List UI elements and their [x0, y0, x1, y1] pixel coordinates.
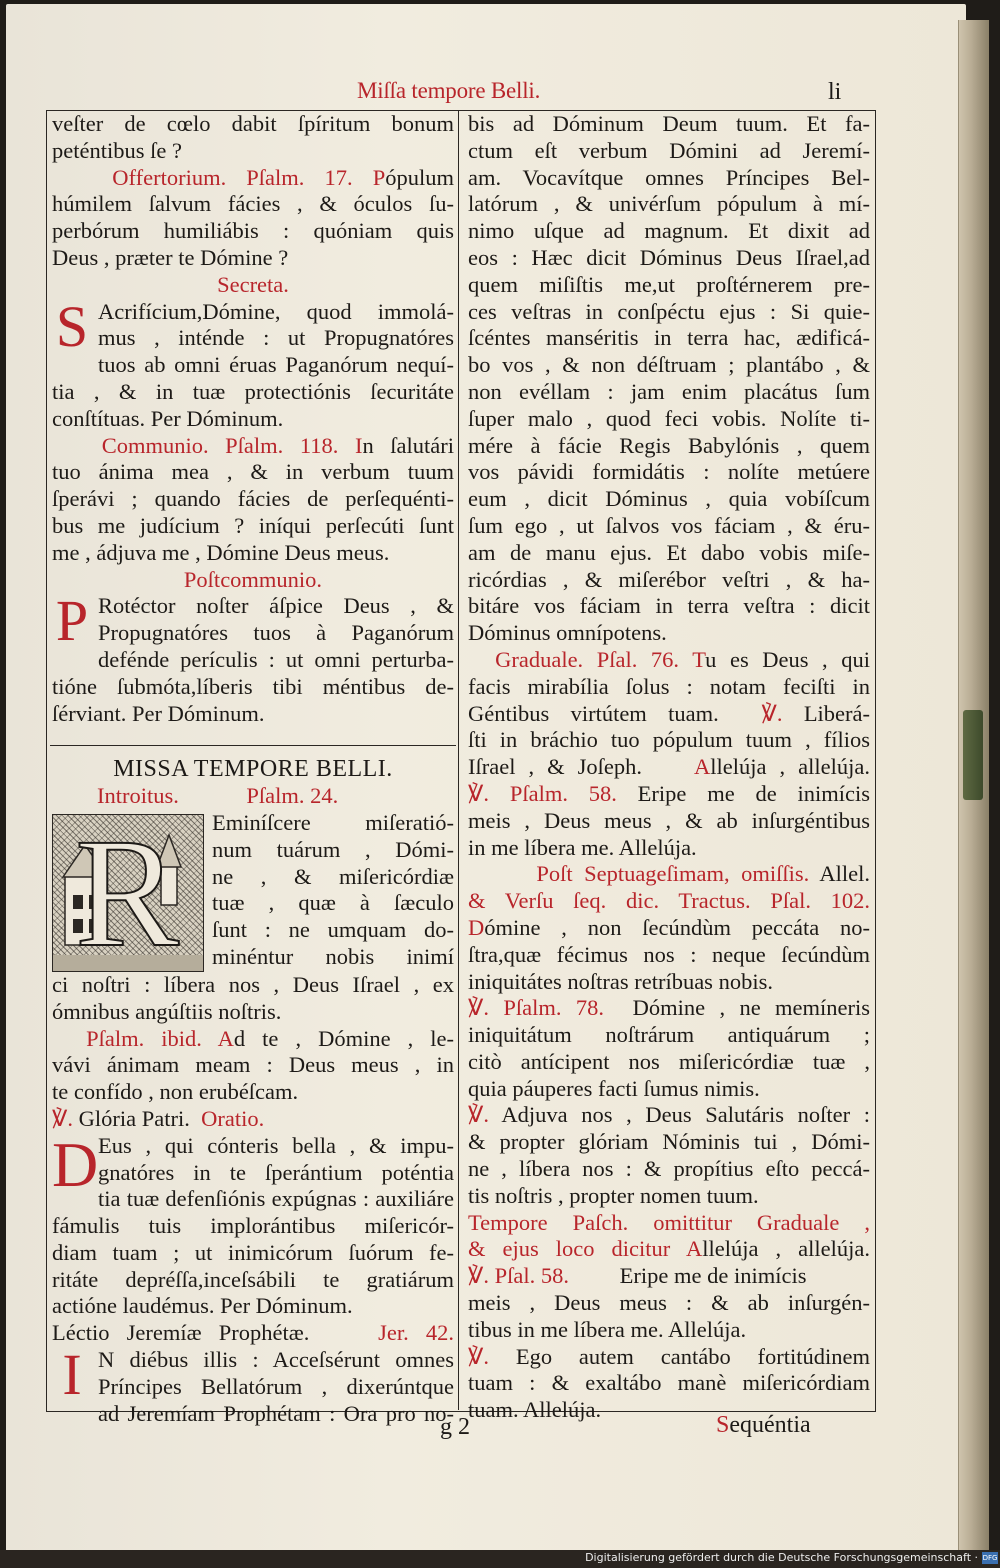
text-line: Acrifícium,Dómine, quod immolá- [98, 298, 454, 324]
text-line [52, 1106, 454, 1133]
versicle-icon: ℣. [468, 1263, 490, 1289]
drop-cap: D [52, 1128, 99, 1200]
postcommunio-paragraph [52, 588, 454, 727]
versicle-icon: ℣. [468, 1102, 490, 1128]
text-fragment: u es Deus , qui [705, 646, 870, 672]
text-line: peténtibus ſe ? [52, 137, 182, 163]
text-line: gnatóres in te ſperántium poténtia [98, 1159, 454, 1185]
initial-letter: I [354, 432, 363, 458]
text-line [468, 1263, 870, 1290]
text-line: tuo ánima mea , & in verbum tuum [52, 459, 454, 485]
page-edge [958, 20, 989, 1550]
rubric-secreta: Secreta. [217, 271, 289, 297]
versicle-icon: ℣. [52, 1105, 74, 1131]
text-line: Eminíſcere miſeratió- [212, 809, 454, 835]
running-title: Miſſa tempore Belli. [357, 78, 541, 103]
text-line [468, 754, 870, 781]
text-fragment: llelúja , allelúja. [702, 1236, 870, 1262]
text-line [468, 1344, 870, 1371]
text-line: diam tuam ; ut inimicórum ſuórum fe- [52, 1239, 454, 1265]
initial-letter: A [217, 1025, 234, 1051]
text-line: tuos ab omni éruas Paganórum nequí- [98, 352, 454, 378]
text-line: ſperávi ; quando fácies de perſequénti- [52, 486, 454, 512]
text-line: ſcéntes manséritis in terra hac, ædificá- [468, 325, 870, 351]
text-line: bus me judícium ? iníqui perſecúti ſunt [52, 512, 454, 538]
text-line: eos : Hæc dicit Dóminus Deus Iſrael,ad [468, 244, 870, 270]
rubric-offertorium: Offertorium. Pſalm. 17. [112, 164, 353, 190]
text-line: ad Jeremíam Prophétam : Ora pro no- [98, 1400, 454, 1426]
right-column [468, 111, 870, 1424]
rubric-ejus-loco: & ejus loco dicitur [468, 1236, 671, 1262]
text-line: ſuper malo , quod feci vobis. Nolíte ti- [468, 405, 870, 431]
text-line: meis , Deus meus : & ab inſurgén- [468, 1290, 870, 1316]
text-fragment: n ſalutári [362, 432, 455, 458]
catchword [716, 1412, 811, 1439]
initial-letter: P [372, 164, 386, 190]
text-line: N diébus illis : Acceſsérunt omnes [98, 1347, 454, 1373]
text-line: ci noſtri : líbera nos , Deus Iſrael , ex [52, 971, 454, 997]
text-line: quia páuperes facti ſumus nimis. [468, 1075, 760, 1101]
introitus-paragraph [52, 805, 454, 1026]
text-line [52, 433, 454, 460]
versicle-icon: ℣. [468, 1343, 490, 1369]
text-fragment: ómine , non ſecúndùm peccáta no- [484, 914, 870, 940]
text-fragment: Ego autem cantábo fortitúdinem [515, 1343, 870, 1369]
woodcut-letter: R [75, 805, 180, 979]
text-line: tuam : & exaltábo manè miſericórdiam [468, 1370, 870, 1396]
text-line [468, 1236, 870, 1263]
text-line: citò antícipent nos miſericórdiæ tuæ , [468, 1048, 870, 1074]
text-line: quem miſiſtis me,ut proſtérnerem pre- [468, 271, 870, 297]
text-line: num tuárum , Dómi- [212, 836, 454, 862]
folio-number: li [828, 79, 842, 105]
text-line: fámulis tuis implorántibus miſericór- [52, 1213, 454, 1239]
versicle-icon: ℣. [761, 700, 783, 726]
text-line: Eus , qui cónteris bella , & impu- [98, 1132, 454, 1158]
text-line: ricórdias , & miſerébor veſtri , & ha- [468, 566, 870, 592]
text-line: ne , & miſericórdiæ [212, 863, 454, 889]
text-line: meis , Deus meus , & ab inſurgéntibus [468, 807, 870, 833]
missa-title: MISSA TEMPORE BELLI. [113, 756, 393, 783]
text-line: actióne laudémus. Per Dóminum. [52, 1293, 353, 1319]
text-fragment: Adjuva nos , Deus Salutáris noſter : [501, 1102, 870, 1128]
left-column [52, 111, 454, 1427]
text-line: vos pávidi formidátis : nolíte metúere [468, 459, 870, 485]
text-fragment: Eripe me de inimícis [619, 1263, 807, 1289]
rubric-reference: Jer. 42. [378, 1320, 455, 1346]
text-line: tibus in me líbera me. Allelúja. [468, 1316, 747, 1342]
text-line: non evéllam : jam enim placátus ſum [468, 378, 870, 404]
text-line: ne , líbera nos : & propítius eſto peccá- [468, 1156, 870, 1182]
text-line: Rotéctor noſter áſpice Deus , & [98, 593, 454, 619]
text-line [468, 995, 870, 1022]
text-fragment: Eripe me de inimícis [637, 780, 870, 806]
text-line: ſum ego , ut ſalvos vos fáciam , & éru- [468, 512, 870, 538]
initial-letter: D [468, 914, 485, 940]
text-line: nimo uſque ad magnum. Et dixit ad [468, 218, 870, 244]
rubric-introitus: Introitus. [97, 783, 179, 809]
text-line: ómnibus angúſtiis noſtris. [52, 998, 282, 1024]
text-line: iniquitátes noſtras retríbuas nobis. [468, 968, 773, 994]
dfg-logo-icon: DFG [982, 1554, 998, 1562]
text-fragment: d te , Dómine , le- [233, 1025, 455, 1051]
text-line: Propugnatóres tuos à Paganórum [98, 620, 454, 646]
versicle-icon: ℣. [468, 995, 490, 1021]
versicle-icon: ℣. [468, 780, 490, 806]
text-line [52, 165, 454, 192]
text-fragment: ópulum [385, 164, 454, 190]
initial-letter: T [692, 646, 706, 672]
text-fragment: Allel. [819, 861, 870, 887]
text-fragment: Géntibus virtútem tuam. [468, 700, 719, 726]
section-rule [50, 745, 456, 746]
text-line [468, 781, 870, 808]
text-line: mus , inténde : ut Propugnatóres [98, 325, 454, 351]
rubric-psalm: Pſalm. 58. [509, 780, 617, 806]
catchword-initial: S [716, 1412, 730, 1438]
rubric-graduale: Graduale. Pſal. 76. [495, 646, 680, 672]
rubric-versu-tractus: & Verſu ſeq. dic. Tractus. Pſal. 102. [468, 888, 870, 914]
woodcut-initial [52, 805, 204, 979]
text-fragment: Dómine , ne memíneris [632, 995, 871, 1021]
text-fragment: Iſrael , & Joſeph. [468, 754, 642, 780]
rubric-psalm: Pſalm. 24. [246, 783, 339, 809]
text-fragment: Glória Patri. [78, 1105, 190, 1131]
rubric-psalm: Pſal. 58. [494, 1263, 570, 1289]
text-line: tióne ſubmóta,líberis tibi méntibus de- [52, 673, 454, 699]
secreta-paragraph [52, 293, 454, 433]
text-line [52, 1320, 454, 1347]
initial-letter: A [694, 754, 711, 780]
text-line: húmilem ſalvum fácies , & óculos ſu- [52, 191, 454, 217]
text-line: iniquitátum noſtrárum antiquárum ; [468, 1022, 870, 1048]
oratio-paragraph [52, 1128, 454, 1321]
text-line: & propter glóriam Nóminis tui , Dómi- [468, 1129, 870, 1155]
text-line: Dóminus omnípotens. [468, 620, 667, 646]
text-line: tuam. Allelúja. [468, 1397, 602, 1423]
text-line [52, 1026, 454, 1053]
text-line: am de manu ejus. Et dabo vobis miſe- [468, 539, 870, 565]
digitization-credit: Digitalisierung gefördert durch die Deutsche Forschungsgemeinschaft · [585, 1551, 978, 1564]
lectio-paragraph [52, 1342, 454, 1427]
text-line: ſti in bráchio tuo pópulum tuum , fílios [468, 727, 870, 753]
text-line: tuæ , quæ à ſæculo [212, 890, 454, 916]
rubric-communio: Communio. Pſalm. 118. [101, 432, 339, 458]
text-line: ctum eſt verbum Dómini ad Jeremí- [468, 137, 870, 163]
rubric-psalm-ibid: Pſalm. ibid. [86, 1025, 202, 1051]
rubric-post-septuagesimam: Poſt Septuageſimam, omiſſis. [536, 861, 810, 887]
text-line [468, 861, 870, 888]
text-line [468, 647, 870, 674]
text-line [468, 1102, 870, 1129]
text-line: Deus , præter te Dómine ? [52, 244, 289, 270]
text-line: tia , & in tuæ protectiónis ſecuritáte [52, 378, 454, 404]
rubric-tempore-paschali: Tempore Paſch. omittitur Graduale , [468, 1209, 870, 1235]
catchword-text: equéntia [729, 1412, 811, 1438]
text-line: conſtítuas. Per Dóminum. [52, 405, 284, 431]
text-line: latórum , & univérſum pópulum à mí- [468, 191, 870, 217]
initial-letter: A [686, 1236, 703, 1262]
text-line: mére à fácie Regis Babylónis , quem [468, 432, 870, 458]
rubric-postcommunio: Poſtcommunio. [183, 566, 323, 592]
text-line: me , ádjuva me , Dómine Deus meus. [52, 539, 390, 565]
text-line: perbórum humiliábis : quóniam quis [52, 218, 454, 244]
text-line: vávi ánimam meam : Deus meus , in [52, 1052, 454, 1078]
text-line: veſter de cœlo dabit ſpíritum bonum [52, 111, 454, 136]
text-line: minéntur nobis inimí [212, 943, 454, 969]
text-line: facis mirabília ſolus : notam feciſti in [468, 673, 870, 699]
drop-cap: P [55, 588, 89, 654]
text-line [468, 915, 870, 942]
text-fragment: llelúja , allelúja. [710, 754, 870, 780]
text-line: ritáte depréſſa,inceſsábili te gratiárum [52, 1266, 454, 1292]
text-line: Príncipes Bellatórum , dixerúntque [98, 1373, 454, 1399]
text-line: tia tuæ defenſiónis expúgnas : auxiliáre [98, 1186, 454, 1212]
text-line: ces veſtras in conſpéctu ejus : Si quie- [468, 298, 870, 324]
signature-mark: g 2 [440, 1414, 470, 1440]
text-line [468, 701, 870, 728]
rubric-oratio: Oratio. [201, 1105, 265, 1131]
text-line: tis noſtris , propter nomen tuum. [468, 1182, 759, 1208]
text-line: bitáre vos fáciam in terra veſtra : dicit [468, 593, 870, 619]
text-line: bo vos , & non déſtruam ; plantábo , & [468, 352, 870, 378]
text-line: am. Vocavítque omnes Príncipes Bel- [468, 164, 870, 190]
text-line: in me líbera me. Allelúja. [468, 834, 697, 860]
text-line: ſérviant. Per Dóminum. [52, 700, 265, 726]
drop-cap: I [62, 1342, 82, 1408]
lectio-heading: Léctio Jeremíæ Prophétæ. [52, 1320, 310, 1346]
text-line: bis ad Dóminum Deum tuum. Et fa- [468, 111, 870, 136]
text-line: defénde perículis : ut omni perturba- [98, 646, 454, 672]
ribbon-tab [963, 710, 983, 800]
column-divider [458, 110, 459, 1410]
text-line: ſtra,quæ fécimus nos : neque ſecúndùm [468, 941, 870, 967]
rubric-psalm: Pſalm. 78. [503, 995, 604, 1021]
text-fragment: Liberá- [803, 700, 871, 726]
text-line: eum , dicit Dóminus , quia vobíſcum [468, 486, 870, 512]
text-line: te confído , non erubéſcam. [52, 1079, 299, 1105]
text-line: ſunt : ne umquam do- [212, 917, 454, 943]
drop-cap: S [55, 293, 89, 359]
